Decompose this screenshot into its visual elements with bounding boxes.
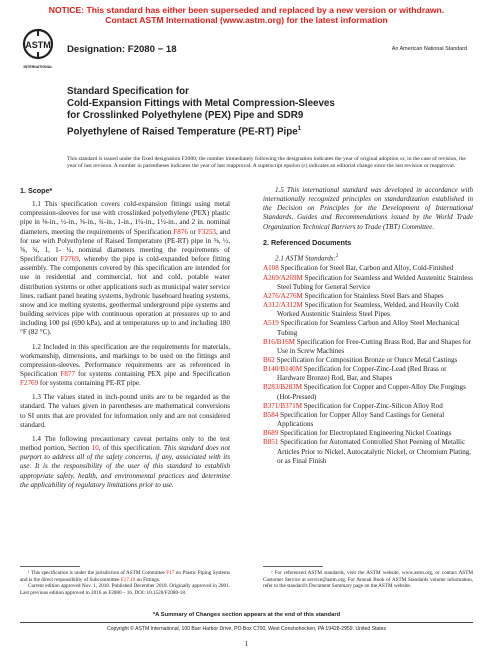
astm-standards-subheading: 2.1 ASTM Standards:$^2$ <box>275 253 339 263</box>
standards-list <box>263 264 473 465</box>
standard-title: Specification for Composition Bronze or Ounce Metal Castings <box>274 356 458 365</box>
link-section-10[interactable]: 10 <box>91 444 99 453</box>
standard-code-link[interactable]: B689 <box>263 429 279 438</box>
link-f3253[interactable]: F3253 <box>197 227 216 236</box>
svg-text:INTERNATIONAL: INTERNATIONAL <box>23 65 53 69</box>
standard-item <box>263 356 473 365</box>
footnote-rule-left <box>20 566 80 567</box>
standard-code-link[interactable]: A519 <box>263 319 279 328</box>
scope-1-4: 1.4 The following precautionary caveat pertains only to the test method portion, Section 10, of this specification. This standard does not purport to address all of the safety concerns, if any, associated with its use. It is the responsibility of the user of this standard to establish appropriate safety, health, and environmental practices and determine the applicability of regulatory limitations prior to use. <box>20 434 230 489</box>
standard-code-link[interactable]: B371/B371M <box>263 401 303 410</box>
supersede-notice <box>0 5 493 25</box>
standard-item <box>263 301 473 319</box>
standard-code-link[interactable]: B16/B16M <box>263 337 295 346</box>
standard-title: Specification for Copper and Copper-Alloy Die Forgings (Hot-Pressed) <box>277 383 466 401</box>
designation: Designation: F2080 − 18 <box>67 44 177 55</box>
standard-title: Specification for Copper-Zinc-Silicon Alloy Rod <box>302 401 443 410</box>
standard-code-link[interactable]: A276/A276M <box>263 291 303 300</box>
link-f877[interactable]: F877 <box>60 369 76 378</box>
standard-code-link[interactable]: B283/B283M <box>263 383 303 392</box>
standard-item <box>263 292 473 301</box>
american-national-standard: An American National Standard <box>391 46 467 52</box>
scope-1-5: 1.5 This international standard was developed in accordance with internationally recognized principles on standardization established in the Decision on Principles for the Development of International Standards, Guides and Recommendations issued by the World Trade Organization Technical Barriers to Trade (TBT) Committee. <box>263 186 473 231</box>
link-f17-10[interactable]: F17.10 <box>120 576 136 583</box>
standard-item <box>263 319 473 337</box>
standard-item <box>263 383 473 401</box>
summary-of-changes-note: *A Summary of Changes section appears at the end of this standard <box>152 612 341 618</box>
standard-item <box>263 411 473 429</box>
referenced-documents-heading: 2. Referenced Documents <box>263 237 352 247</box>
title-line-1: Standard Specification for <box>67 86 189 97</box>
footnote-1: ¹ This specification is under the jurisdiction of ASTM Committee F17 on Plastic Piping Systems and is the direct responsibility of Subcommittee F17.10 on Fittings. Current edition approved Nov. 1, 2018. Published December 2018. Originally approved in 2001. Last previous edition approved in 2016 as F2080 – 16. DOI: 10.1520/F2080-18. <box>20 570 230 596</box>
scope-heading: 1. Scope* <box>20 186 53 195</box>
document-title <box>67 86 467 138</box>
standard-code-link[interactable]: A312/A312M <box>263 301 303 310</box>
standard-item <box>263 402 473 411</box>
link-f2769[interactable]: F2769 <box>60 255 79 264</box>
title-line-3: for Crosslinked Polyethylene (PEX) Pipe and SDR9 <box>67 110 304 122</box>
standard-title: Specification for Automated Controlled Shot Peening of Metallic Articles Prior to Nickel, Autocatalytic Nickel, or Chromium Plating, or as Final Finish <box>277 438 472 465</box>
standard-code-link[interactable]: B851 <box>263 438 279 447</box>
page-number: 1 <box>244 640 249 648</box>
standard-item <box>263 274 473 292</box>
standard-item <box>263 264 473 273</box>
title-line-4: Polyethylene of Raised Temperature (PE-RT) Pipe$^1$ <box>67 125 301 137</box>
footnote-rule-right <box>263 566 323 567</box>
footnote-2: ² For referenced ASTM standards, visit the ASTM website, www.astm.org, or contact ASTM Customer Service at service@astm.org. For Annual Book of ASTM Standards volume information, refer to the standard's Document Summary page on the ASTM website. <box>263 570 473 590</box>
issuance-note: This standard is issued under the fixed designation F2080; the number immediately following the designation indicates the year of original adoption or, in the case of revision, the year of last revision. A number in parentheses indicates the year of last reapproval. A superscript epsilon (ε) indicates an editorial change since the last revision or reapproval. <box>67 156 466 170</box>
copyright-line: Copyright © ASTM International, 100 Barr Harbor Drive, PO Box C700, West Conshohocken, PA 19428-2959. United States <box>0 626 493 632</box>
scope-1-2: 1.2 Included in this specification are the requirements for materials, workmanship, dimensions, and markings to be used on the fittings and compression-sleeves. Performance requirements are as referenced in Specification F877 for systems containing PEX pipe and Specification F2769 for systems containing PE-RT pipe. <box>20 342 230 388</box>
standard-item <box>263 365 473 383</box>
standard-title: Specification for Copper-Zinc-Lead (Red Brass or Hardware Bronze) Rod, Bar, and Shapes <box>277 365 447 383</box>
standard-item <box>263 438 473 465</box>
standard-item <box>263 338 473 356</box>
standard-title: Specification for Stainless Steel Bars and Shapes <box>302 291 444 300</box>
standard-title: Specification for Steel Bar, Carbon and Alloy, Cold-Finished <box>278 264 454 273</box>
standard-code-link[interactable]: A269/A269M <box>263 273 303 282</box>
standard-code-link[interactable]: B140/B140M <box>263 365 303 374</box>
standard-title: Specification for Electroplated Engineering Nickel Coatings <box>278 429 452 438</box>
standard-title: Specification for Seamless, Welded, and Heavily Cold Worked Austenitic Stainless Steel Pipes <box>277 301 459 319</box>
astm-logo <box>22 28 54 72</box>
title-line-2: Cold-Expansion Fittings with Metal Compression-Sleeves <box>67 98 335 110</box>
standard-title: Specification for Seamless and Welded Austenitic Stainless Steel Tubing for General Service <box>277 273 473 291</box>
standard-title: Specification for Free-Cutting Brass Rod, Bar and Shapes for Use in Screw Machines <box>277 337 472 355</box>
left-column <box>20 186 230 495</box>
standard-title: Specification for Seamless Carbon and Alloy Steel Mechanical Tubing <box>277 319 460 337</box>
standard-code-link[interactable]: B584 <box>263 410 279 419</box>
scope-1-3: 1.3 The values stated in inch-pound units are to be regarded as the standard. The values given in parentheses are mathematical conversions to SI units that are provided for information only and are not considered standard. <box>20 393 230 429</box>
standard-code-link[interactable]: B62 <box>263 356 275 365</box>
svg-text:ASTM: ASTM <box>25 40 51 50</box>
link-f876[interactable]: F876 <box>173 227 188 236</box>
link-f17[interactable]: F17 <box>166 570 175 576</box>
right-column <box>263 186 473 466</box>
standard-item <box>263 429 473 438</box>
standard-code-link[interactable]: A108 <box>263 264 279 273</box>
link-f2769-b[interactable]: F2769 <box>20 379 39 388</box>
notice-line-1: NOTICE: This standard has either been superseded and replaced by a new version or withdrawn. <box>48 5 445 15</box>
standard-title: Specification for Copper Alloy Sand Castings for General Applications <box>277 410 445 429</box>
scope-1-1: 1.1 This specification covers cold-expansion fittings using metal compression-sleeves for use with crosslinked polyethylene (PEX) plastic pipe in ⅜-in., ½-in., ⅝-in., ¾-in., 1-in., 1¼-in., 1½-in., and 2 in. nominal diameters, meeting the requirements of Specification F876 or F3253, and for use with Polyethylene of Raised Temperature (PE-RT) pipe in ⅜, ½, ⅝, ¾, 1, 1- ¼, nominal diameters meeting the requirements of Specification F2769, whereby the pipe is cold-expanded before fitting assembly. The components covered by this specification are intended for use in residential and commercial, hot and cold, potable water distribution systems or other applications such as municipal water service lines, radiant panel heating systems, hydronic baseboard heating systems, snow and ice melting systems, geothermal underground pipe systems and building services pipe with continuous operation at pressures up to and including 100 psi (690 kPa), and at temperatures up to and including 180 °F (82 °C). <box>20 200 230 337</box>
notice-line-2: Contact ASTM International (www.astm.org) for the latest information <box>105 15 388 25</box>
